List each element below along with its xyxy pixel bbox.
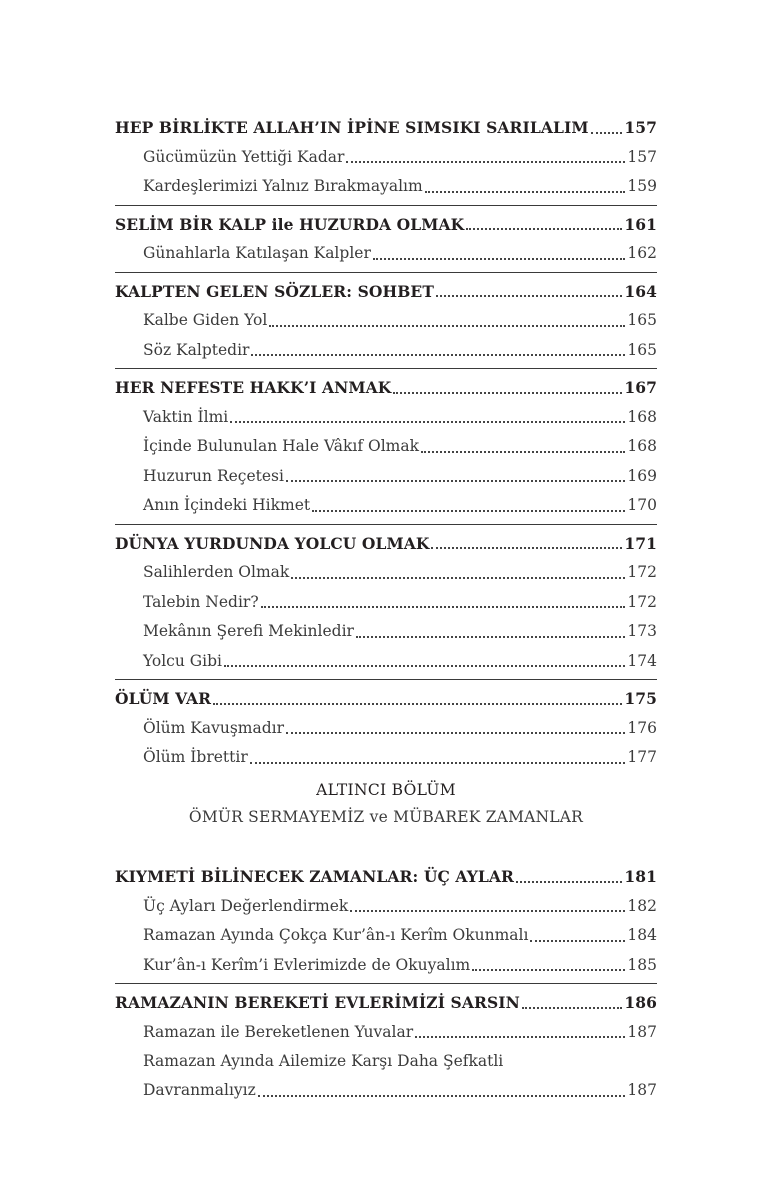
leader-dots (230, 421, 625, 423)
toc-entry[interactable] (115, 862, 657, 892)
leader-dots (431, 547, 622, 549)
page-number: 187 (627, 1081, 657, 1099)
page-number: 185 (627, 955, 657, 974)
toc-bottom (115, 862, 657, 1112)
toc-subentry[interactable] (115, 336, 657, 366)
toc-subentry[interactable] (115, 143, 657, 173)
page-number: 159 (627, 177, 657, 195)
toc-entry[interactable] (115, 373, 657, 403)
page-number: 167 (624, 378, 657, 397)
entry-title: HEP BİRLİKTE ALLAH’IN İPİNE SIMSIKI SARILALIM (115, 118, 589, 137)
leader-dots (425, 191, 626, 193)
toc-subentry[interactable] (115, 588, 657, 618)
page-number: 187 (627, 1022, 657, 1041)
leader-dots (421, 451, 625, 453)
page-number: 176 (627, 718, 657, 737)
entry-title: Huzurun Reçetesi (143, 466, 284, 485)
leader-dots (250, 762, 626, 764)
entry-title: RAMAZANIN BEREKETİ EVLERİMİZİ SARSIN (115, 993, 520, 1012)
page-number: 169 (627, 466, 657, 485)
chapter-label: ALTINCI BÖLÜM (316, 781, 456, 799)
entry-title: ÖLÜM VAR (115, 689, 212, 708)
toc-subentry[interactable] (115, 239, 657, 269)
page-number: 165 (627, 311, 657, 329)
leader-dots (373, 258, 626, 260)
entry-title: Talebin Nedir? (143, 592, 259, 611)
leader-dots (286, 480, 625, 482)
entry-title: Ramazan Ayında Çokça Kur’ân-ı Kerîm Okunmalı (143, 926, 529, 944)
leader-dots (350, 910, 625, 912)
toc-top (115, 113, 657, 780)
page-number: 161 (624, 214, 657, 234)
entry-title: İçinde Bulunulan Hale Vâkıf Olmak (143, 437, 419, 455)
leader-dots (261, 606, 626, 608)
toc-subentry[interactable] (115, 1018, 657, 1048)
page-number: 164 (624, 281, 657, 301)
entry-title: Gücümüzün Yettiği Kadar (143, 147, 345, 166)
page-number: 173 (627, 622, 657, 640)
entry-title: Mekânın Şerefi Mekinledir (143, 622, 354, 640)
leader-dots (346, 161, 625, 163)
leader-dots (251, 354, 625, 356)
toc-subentry[interactable] (115, 647, 657, 677)
leader-dots (591, 132, 623, 134)
leader-dots (269, 325, 625, 327)
toc-entry[interactable] (115, 529, 657, 559)
page-number: 175 (624, 689, 657, 708)
toc-section (115, 373, 657, 525)
leader-dots (286, 732, 625, 734)
toc-subentry[interactable] (115, 951, 657, 981)
page-number: 171 (624, 533, 657, 553)
leader-dots (415, 1036, 625, 1038)
leader-dots (516, 881, 622, 883)
entry-title: HER NEFESTE HAKK’I ANMAK (115, 378, 392, 397)
page-number: 186 (624, 993, 657, 1012)
page-number: 184 (627, 926, 657, 944)
chapter-heading (115, 778, 657, 832)
toc-entry[interactable] (115, 277, 657, 307)
page-number: 162 (627, 244, 657, 262)
entry-title: Ölüm Kavuşmadır (143, 718, 285, 737)
page-number: 174 (627, 651, 657, 670)
page-number: 168 (627, 407, 657, 426)
entry-title: Yolcu Gibi (143, 651, 222, 670)
leader-dots (213, 703, 622, 705)
chapter-title: ÖMÜR SERMAYEMİZ ve MÜBAREK ZAMANLAR (188, 808, 584, 826)
toc-section (115, 113, 657, 206)
page-number: 168 (627, 437, 657, 455)
leader-dots (224, 665, 625, 667)
page-number: 165 (627, 340, 657, 359)
page-number: 157 (624, 118, 657, 137)
toc-subentry[interactable] (115, 172, 657, 202)
leader-dots (393, 392, 622, 394)
entry-title-cont: Davranmalıyız (143, 1081, 256, 1099)
leader-dots (522, 1007, 622, 1009)
toc-entry[interactable] (115, 988, 657, 1018)
toc-subentry[interactable] (115, 743, 657, 773)
entry-title: Kur’ân-ı Kerîm’i Evlerimizde de Okuyalım (143, 955, 471, 974)
entry-title: SELİM BİR KALP ile HUZURDA OLMAK (115, 214, 465, 234)
toc-entry[interactable] (115, 113, 657, 143)
page-number: 172 (627, 592, 657, 611)
leader-dots (530, 940, 625, 942)
toc-section (115, 210, 657, 273)
leader-dots (466, 228, 622, 230)
toc-subentry[interactable] (115, 462, 657, 492)
leader-dots (312, 510, 625, 512)
entry-title-line2 (143, 1076, 657, 1105)
entry-title: Vaktin İlmi (143, 407, 229, 426)
entry-title: Ramazan Ayında Ailemize Karşı Daha Şefkatli (143, 1052, 504, 1070)
entry-title: Günahlarla Katılaşan Kalpler (143, 244, 371, 262)
page-number: 172 (627, 563, 657, 581)
leader-dots (356, 636, 625, 638)
entry-title: Ramazan ile Bereketlenen Yuvalar (143, 1022, 414, 1041)
toc-section (115, 684, 657, 776)
entry-title: Kalbe Giden Yol (143, 311, 268, 329)
entry-title: Söz Kalptedir (143, 340, 250, 359)
entry-title: KIYMETİ BİLİNECEK ZAMANLAR: ÜÇ AYLAR (115, 867, 515, 886)
toc-section (115, 988, 657, 1108)
toc-subentry[interactable] (115, 432, 657, 462)
entry-title: Salihlerden Olmak (143, 563, 290, 581)
page-number: 177 (627, 748, 657, 766)
leader-dots (291, 577, 625, 579)
toc-subentry[interactable] (115, 558, 657, 588)
toc-subentry[interactable] (115, 921, 657, 951)
leader-dots (436, 295, 622, 297)
toc-section (115, 862, 657, 984)
toc-subentry[interactable] (115, 306, 657, 336)
toc-section (115, 277, 657, 370)
entry-title: Üç Ayları Değerlendirmek (143, 896, 349, 915)
toc-subentry[interactable] (115, 403, 657, 433)
entry-title: Kardeşlerimizi Yalnız Bırakmayalım (143, 177, 423, 195)
entry-title: Anın İçindeki Hikmet (143, 496, 311, 514)
toc-subentry[interactable] (115, 1047, 657, 1105)
entry-title: KALPTEN GELEN SÖZLER: SOHBET (115, 281, 434, 301)
toc-subentry[interactable] (115, 714, 657, 744)
page-number: 181 (624, 867, 657, 886)
toc-subentry[interactable] (115, 892, 657, 922)
toc-entry[interactable] (115, 210, 657, 240)
toc-subentry[interactable] (115, 491, 657, 521)
entry-title: DÜNYA YURDUNDA YOLCU OLMAK (115, 533, 430, 553)
page-number: 182 (627, 896, 657, 915)
toc-subentry[interactable] (115, 617, 657, 647)
page-number: 157 (627, 147, 657, 166)
leader-dots (472, 969, 625, 971)
entry-title: Ölüm İbrettir (143, 748, 248, 766)
toc-entry[interactable] (115, 684, 657, 714)
page-number: 170 (627, 496, 657, 514)
toc-section (115, 529, 657, 681)
leader-dots (258, 1095, 626, 1097)
